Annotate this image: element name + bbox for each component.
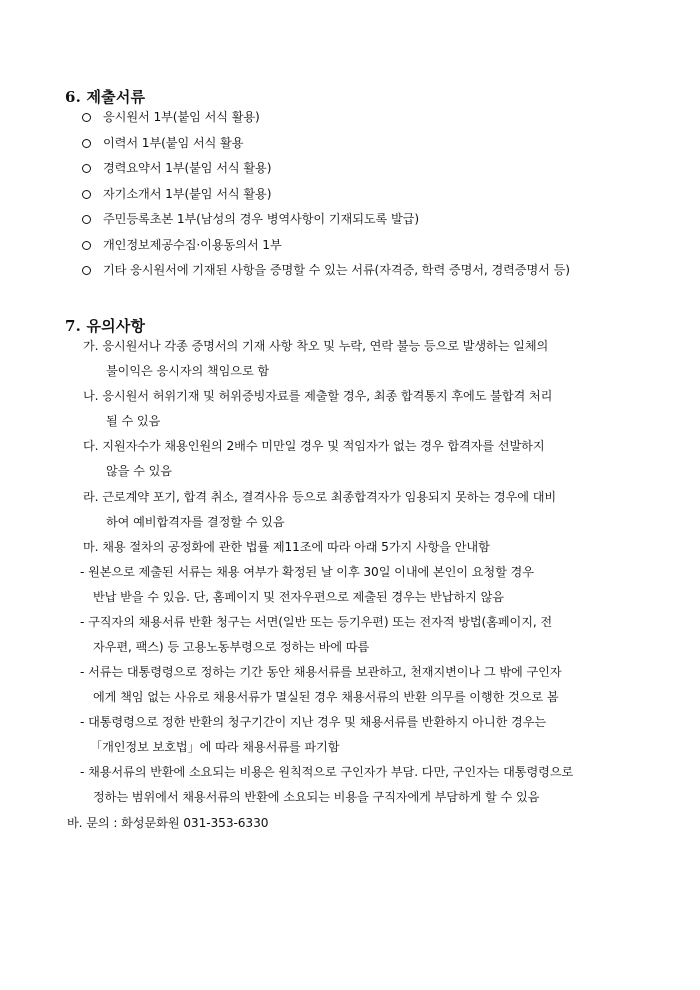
- circle-bullet-icon: [82, 190, 91, 199]
- dash-item-4-line1: - 대통령령으로 정한 반환의 청구기간이 지난 경우 및 채용서류를 반환하지 아니한 경우는: [80, 715, 547, 729]
- dash-item-3-line2: 에게 책임 없는 사유로 채용서류가 멸실된 경우 채용서류의 반환 의무를 이행한 것으로 봄: [93, 690, 559, 704]
- dash-item-1-line1: - 원본으로 제출된 서류는 채용 여부가 확정된 날 이후 30일 이내에 본인이 요청할 경우: [80, 565, 534, 579]
- notice-da-line2: 않을 수 있음: [106, 464, 172, 478]
- circle-bullet-icon: [82, 139, 91, 148]
- dash-item-5-line1: - 채용서류의 반환에 소요되는 비용은 원칙적으로 구인자가 부담. 다만, 구인자는 대통령령으로: [80, 765, 574, 779]
- notice-ga-line1: 가. 응시원서나 각종 증명서의 기재 사항 착오 및 누락, 연락 불능 등으로 발생하는 일체의: [83, 339, 549, 353]
- dash-item-2-line1: - 구직자의 채용서류 반환 청구는 서면(일반 또는 등기우편) 또는 전자적 방법(홈페이지, 전: [80, 615, 553, 629]
- circle-bullet-icon: [82, 266, 91, 275]
- notice-na-line2: 될 수 있음: [106, 414, 161, 428]
- dash-item-2-line2: 자우편, 팩스) 등 고용노동부령으로 정하는 바에 따름: [93, 640, 370, 654]
- notice-ra-line1: 라. 근로계약 포기, 합격 취소, 결격사유 등으로 최종합격자가 임용되지 못하는 경우에 대비: [83, 490, 557, 504]
- notice-ra-line2: 하여 예비합격자를 결정할 수 있음: [106, 515, 285, 529]
- submission-item: 응시원서 1부(붙임 서식 활용): [103, 110, 260, 124]
- dash-item-4-line2: 「개인정보 보호법」에 따라 채용서류를 파기함: [90, 740, 340, 754]
- submission-item: 개인정보제공수집·이용동의서 1부: [103, 238, 282, 252]
- dash-item-3-line1: - 서류는 대통령령으로 정하는 기간 동안 채용서류를 보관하고, 천재지변이나 그 밖에 구인자: [80, 665, 562, 679]
- notice-ba-contact: 바. 문의 : 화성문화원 031-353-6330: [67, 816, 269, 830]
- submission-item: 이력서 1부(붙임 서식 활용: [103, 136, 244, 150]
- circle-bullet-icon: [82, 241, 91, 250]
- circle-bullet-icon: [82, 215, 91, 224]
- notice-ga-line2: 불이익은 응시자의 책임으로 함: [106, 364, 270, 378]
- circle-bullet-icon: [82, 113, 91, 122]
- circle-bullet-icon: [82, 164, 91, 173]
- notice-da-line1: 다. 지원자수가 채용인원의 2배수 미만일 경우 및 적임자가 없는 경우 합격자를 선발하지: [83, 439, 545, 453]
- dash-item-1-line2: 반납 받을 수 있음. 단, 홈페이지 및 전자우편으로 제출된 경우는 반납하지 않음: [93, 590, 504, 604]
- section-6-title: 6. 제출서류: [65, 88, 146, 106]
- submission-item: 자기소개서 1부(붙임 서식 활용): [103, 187, 272, 201]
- notice-ma: 마. 채용 절차의 공정화에 관한 법률 제11조에 따라 아래 5가지 사항을 안내함: [83, 540, 490, 554]
- dash-item-5-line2: 정하는 범위에서 채용서류의 반환에 소요되는 비용을 구직자에게 부담하게 할 수 있음: [93, 790, 540, 804]
- section-7-title: 7. 유의사항: [65, 317, 146, 335]
- submission-item: 기타 응시원서에 기재된 사항을 증명할 수 있는 서류(자격증, 학력 증명서, 경력증명서 등): [103, 263, 570, 277]
- submission-item: 경력요약서 1부(붙임 서식 활용): [103, 161, 272, 175]
- submission-item: 주민등록초본 1부(남성의 경우 병역사항이 기재되도록 발급): [103, 212, 419, 226]
- notice-na-line1: 나. 응시원서 허위기재 및 허위증빙자료를 제출할 경우, 최종 합격통지 후에도 불합격 처리: [83, 389, 553, 403]
